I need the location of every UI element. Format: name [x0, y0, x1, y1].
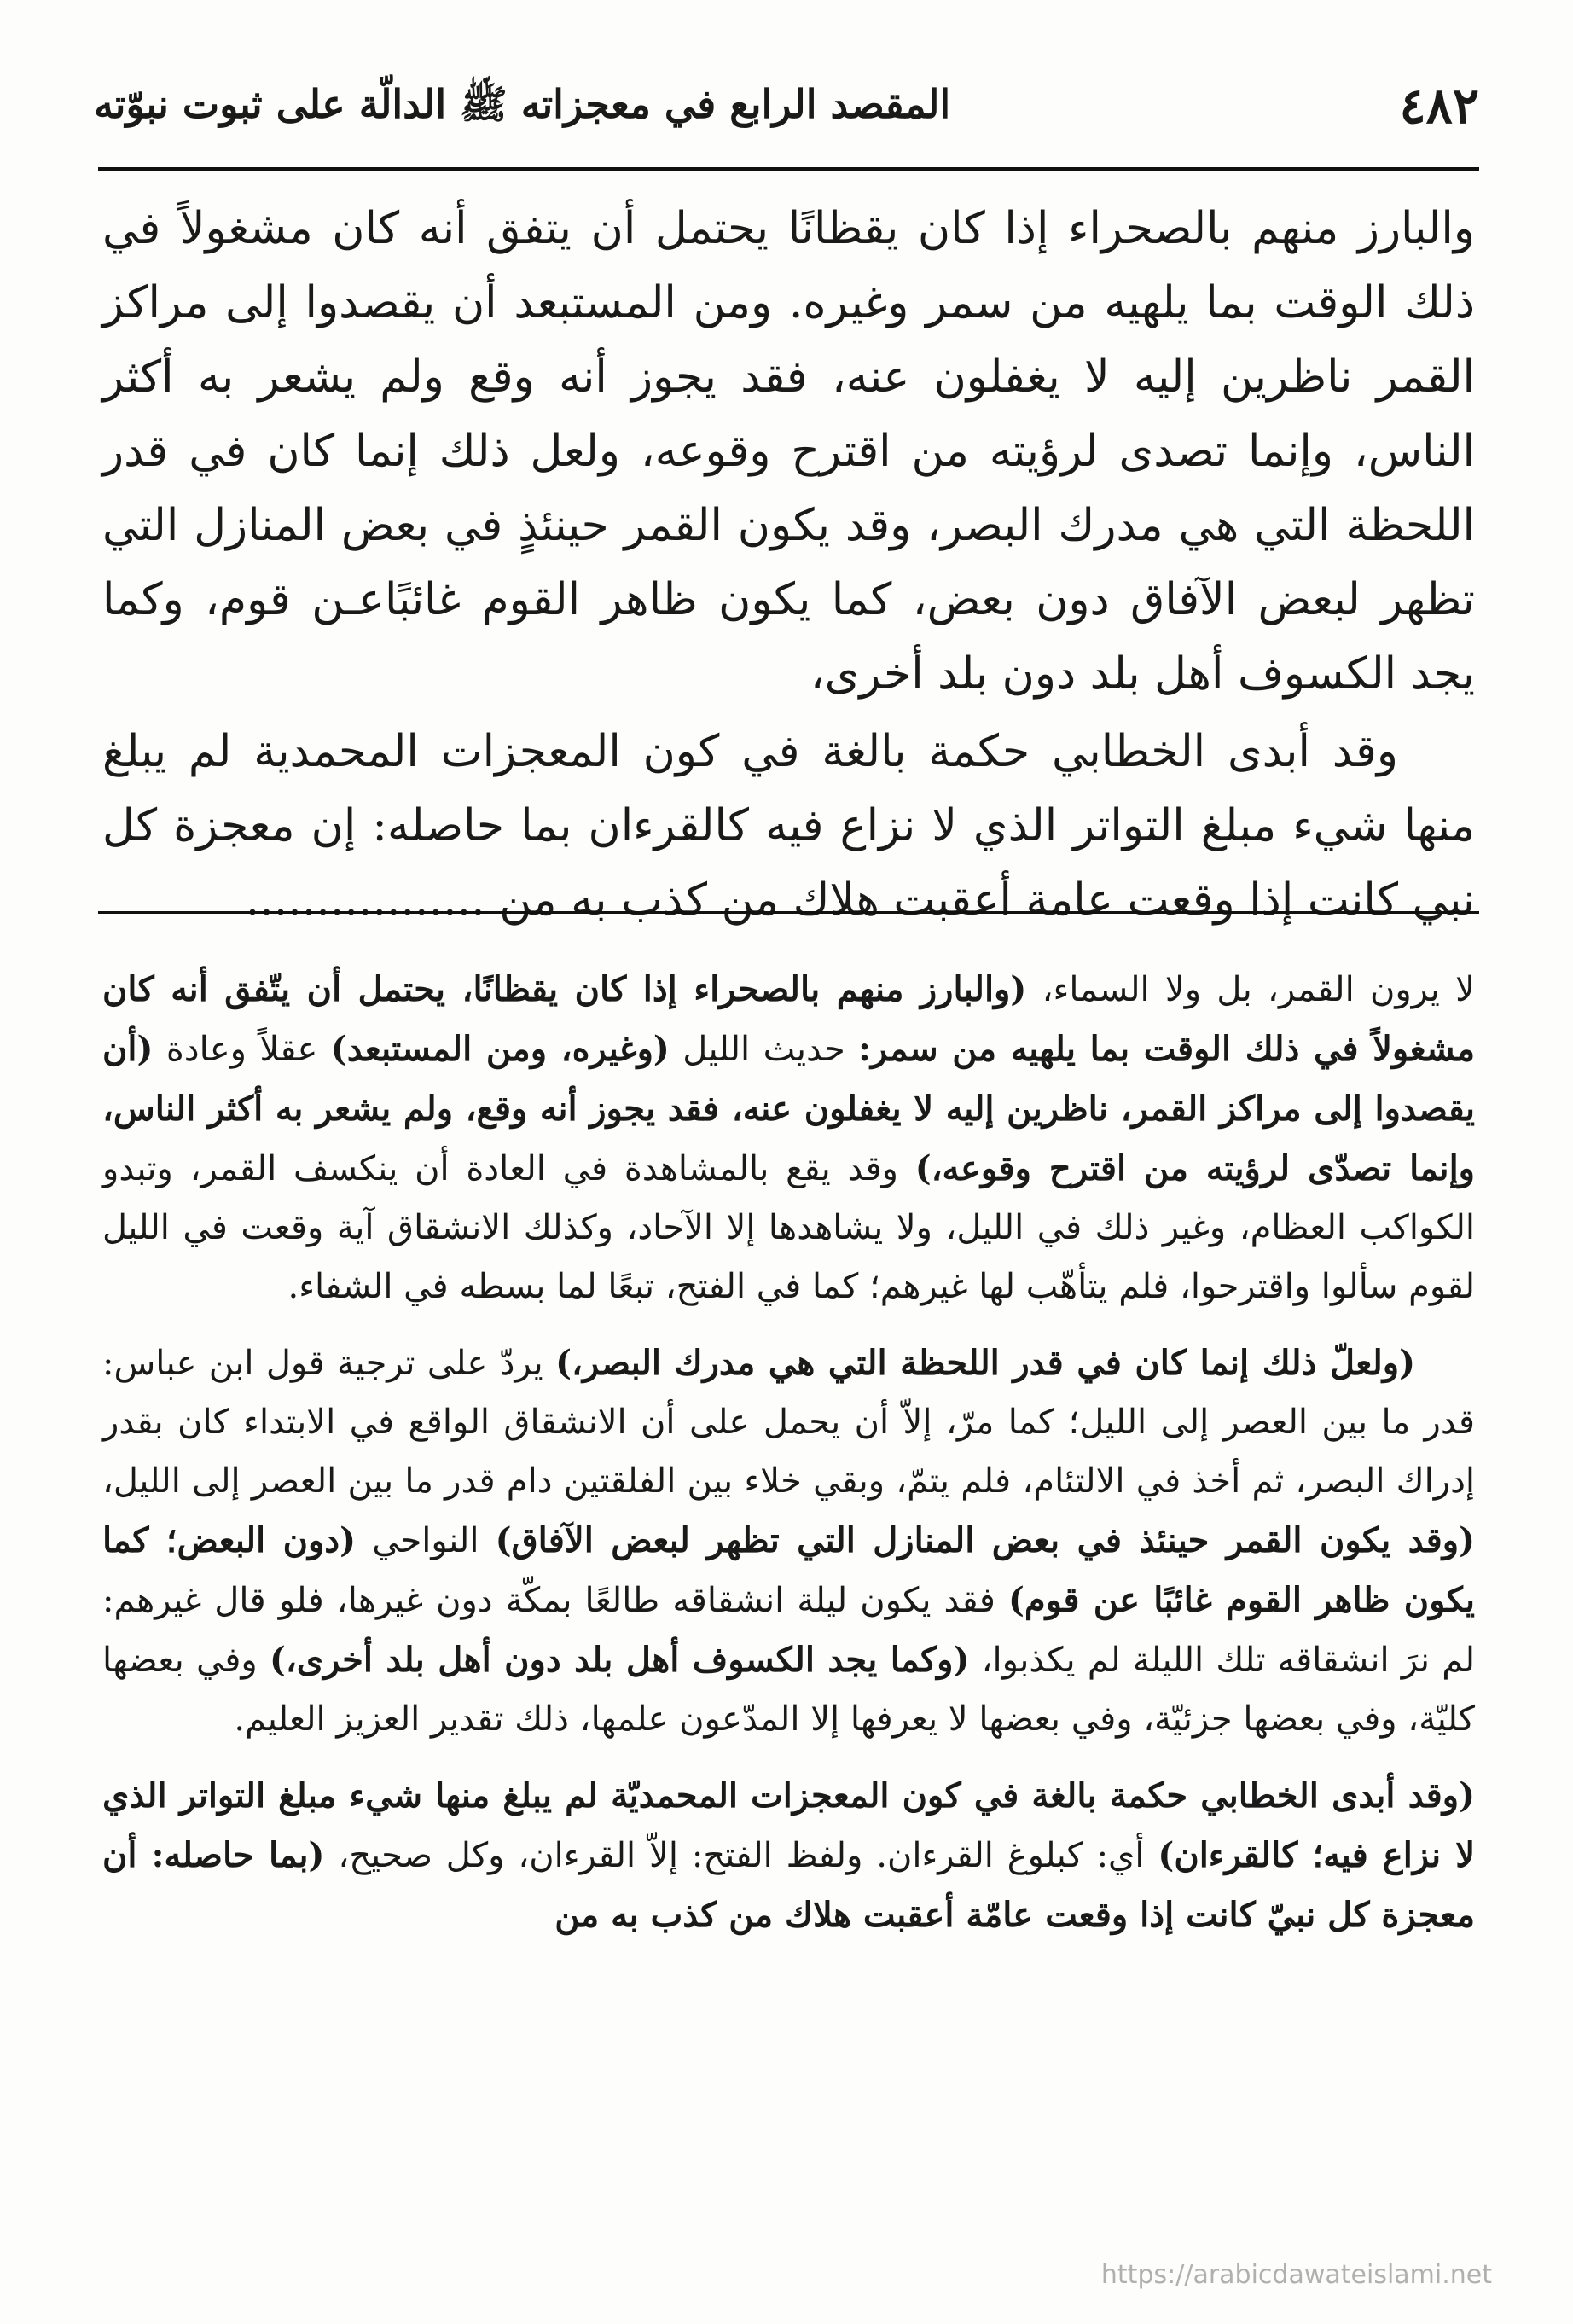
- commentary-text: النواحي: [356, 1521, 496, 1560]
- commentary-divider: [98, 911, 1479, 914]
- commentary-text: أي: كبلوغ القرءان. ولفظ الفتح: إلاّ القرءان، وكل صحيح،: [324, 1836, 1158, 1875]
- commentary-text: حديث الليل: [669, 1030, 859, 1069]
- commentary-text: عقلاً وعادة: [153, 1030, 331, 1069]
- commentary-block: [102, 960, 1475, 1962]
- commentary-quoted-text: (وغيره، ومن المستبعد): [330, 1029, 670, 1069]
- commentary-paragraph-2: [102, 1333, 1475, 1749]
- commentary-text: يردّ على ترجية قول ابن عباس: قدر ما بين العصر إلى الليل؛ كما مرّ، إلاّ أن يحمل على أن الانشقاق الواقع في الابتداء كان بقدر إدراك البصر، ثم أخذ في الالتئام، فلم يتمّ، وبقي خلاء بين الفلقتين دام قدر ما بين العصر إلى الليل،: [102, 1344, 1475, 1501]
- main-paragraph-1: والبارز منهم بالصحراء إذا كان يقظانًا يحتمل أن يتفق أنه كان مشغولاً في ذلك الوقت بما يلهيه من سمر وغيره. ومن المستبعد أن يقصدوا إلى مراكز القمر ناظرين إليه لا يغفلون عنه، فقد يجوز أنه وقع ولم يشعر به أكثر الناس، وإنما تصدى لرؤيته من اقترح وقوعه، ولعل ذلك إنما كان في قدر اللحظة التي هي مدرك البصر، وقد يكون القمر حينئذٍ في بعض المنازل التي تظهر لبعض الآفاق دون بعض، كما يكون ظاهر القوم غائبًاعـن قوم، وكما يجد الكسوف أهل بلد دون بلد أخرى،: [102, 203, 1475, 700]
- commentary-text: وفي بعضها كليّة، وفي بعضها جزئيّة، وفي بعضها لا يعرفها إلا المدّعون علمها، ذلك تقدير العزيز العليم.: [102, 1641, 1475, 1739]
- commentary-quoted-text: (دون البعض؛ كما يكون ظاهر القوم غائبًا عن قوم): [102, 1520, 1475, 1620]
- commentary-quoted-text: (بما حاصله: أن معجزة كل نبيّ كانت إذا وقعت عامّة أعقبت هلاك من كذب به من: [102, 1835, 1475, 1935]
- commentary-text: فقد يكون ليلة انشقاقه طالعًا بمكّة دون غيرها، فلو قال غيرهم: لم نرَ انشقاقه تلك الليلة لم يكذبوا،: [102, 1581, 1476, 1680]
- commentary-paragraph-1: [102, 960, 1475, 1316]
- commentary-quoted-text: (أن يقصدوا إلى مراكز القمر، ناظرين إليه لا يغفلون عنه، فقد يجوز أنه وقع، ولم يشعر به أكثر الناس، وإنما تصدّى لرؤيته من اقترح وقوعه،): [102, 1029, 1475, 1188]
- commentary-quoted-text: (وقد أبدى الخطابي حكمة بالغة في كون المعجزات المحمديّة لم يبلغ منها شيء مبلغ التواتر الذي لا نزاع فيه؛ كالقرءان): [102, 1775, 1476, 1875]
- header-divider: [98, 167, 1479, 171]
- page-header: [94, 68, 1479, 145]
- commentary-text: لا يرون القمر، بل ولا السماء،: [1026, 970, 1475, 1009]
- commentary-paragraph-3: [102, 1766, 1475, 1945]
- watermark-url: https://arabicdawateislami.net: [1100, 2260, 1492, 2290]
- main-text-block: [102, 192, 1475, 938]
- main-paragraph-2: وقد أبدى الخطابي حكمة بالغة في كون المعجزات المحمدية لم يبلغ منها شيء مبلغ التواتر الذي لا نزاع فيه كالقرءان بما حاصله: إن معجزة كل نبي كانت إذا وقعت عامة أعقبت هلاك من كذب به من .................: [102, 726, 1475, 926]
- commentary-text: وقد يقع بالمشاهدة في العادة أن ينكسف القمر، وتبدو الكواكب العظام، وغير ذلك في الليل، ولا يشاهدها إلا الآحاد، وكذلك الانشقاق آية وقعت في الليل لقوم سألوا واقترحوا، فلم يتأهّب لها غيرهم؛ كما في الفتح، تبعًا لما بسطه في الشفاء.: [102, 1149, 1475, 1306]
- commentary-quoted-text: (وكما يجد الكسوف أهل بلد دون أهل بلد أخرى،): [269, 1640, 970, 1680]
- commentary-quoted-text: (وقد يكون القمر حينئذ في بعض المنازل التي تظهر لبعض الآفاق): [495, 1520, 1475, 1560]
- commentary-quoted-text: (ولعلّ ذلك إنما كان في قدر اللحظة التي هي مدرك البصر،): [555, 1343, 1416, 1383]
- commentary-quoted-text: (والبارز منهم بالصحراء إذا كان يقظانًا، يحتمل أن يتّفق أنه كان مشغولاً في ذلك الوقت بما يلهيه من سمر:: [102, 969, 1475, 1069]
- page-number: ٤٨٢: [1399, 77, 1479, 135]
- running-title: المقصد الرابع في معجزاته ﷺ الدالّة على ثبوت نبوّته: [94, 81, 951, 127]
